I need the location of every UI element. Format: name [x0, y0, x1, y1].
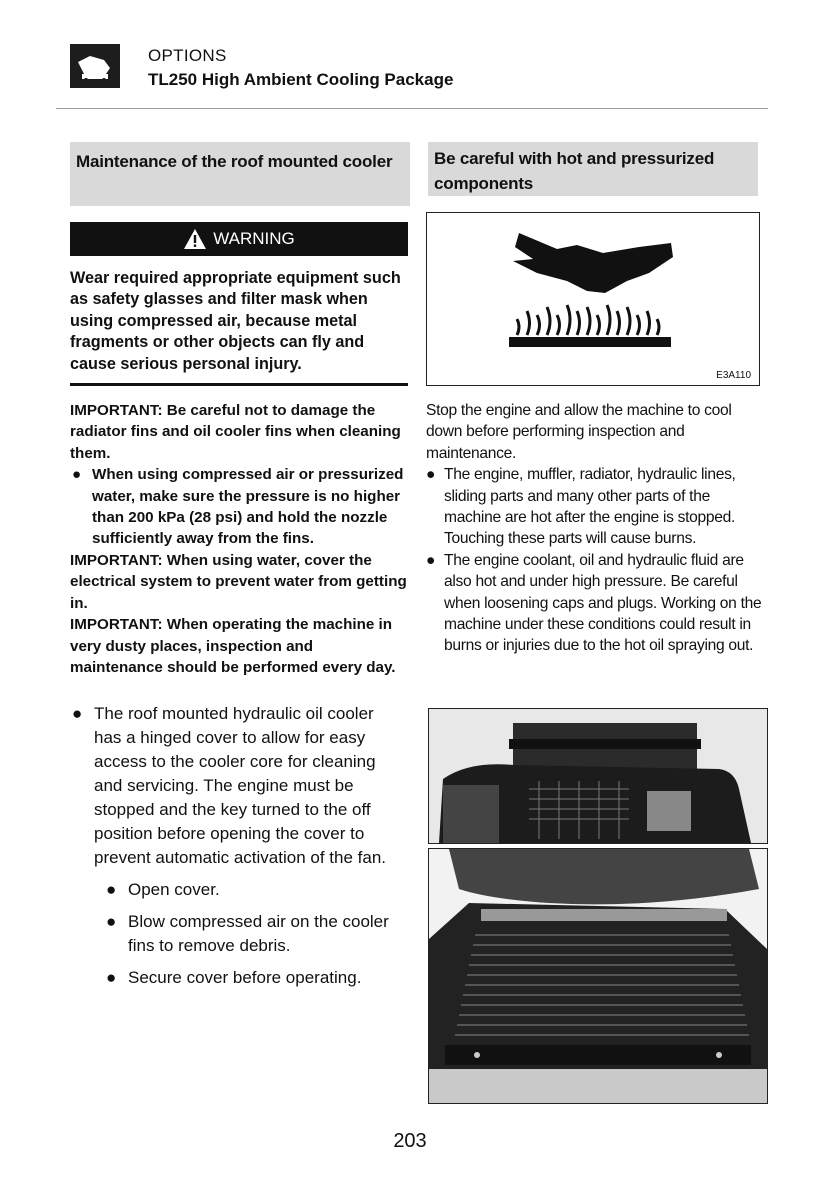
list-item — [426, 464, 762, 550]
cooldown-intro: Stop the engine and allow the machine to cool down before performing inspection and maintenance. — [426, 402, 732, 462]
important-bullet-text: When using compressed air or pressurized water, make sure the pressure is no higher than 200 kPa (28 psi) and hold the nozzle sufficiently away from the fins. — [92, 466, 404, 548]
important-notes — [70, 400, 408, 678]
hot-components-title: Be careful with hot and pressurized components — [428, 142, 758, 196]
cooler-photo-closed — [428, 708, 768, 844]
bullet-dot-icon: ● — [106, 912, 117, 932]
step-blow-air: Blow compressed air on the cooler fins to remove debris. — [128, 912, 389, 956]
bullet-dot-icon: ● — [72, 466, 82, 484]
bullet-dot-icon: ● — [426, 466, 436, 484]
hot-components-text — [426, 400, 762, 657]
cooler-instructions — [70, 702, 400, 990]
section-label: OPTIONS — [148, 46, 227, 65]
roof-cooler-title: Maintenance of the roof mounted cooler — [70, 142, 410, 206]
page-number: 203 — [393, 1130, 427, 1152]
step-secure-cover: Secure cover before operating. — [128, 968, 362, 988]
warning-label: WARNING — [213, 229, 295, 248]
important-bullet — [70, 464, 408, 550]
warning-banner — [70, 222, 408, 256]
left-column — [70, 142, 410, 990]
pressure-warning: The engine coolant, oil and hydraulic fluid are also hot and under high pressure. Be careful when loosening caps and plugs. Working on the machine under these conditions could result in burns or injuries due to the hot oil spraying out. — [444, 551, 762, 655]
warning-divider — [70, 383, 408, 386]
list-item — [70, 878, 400, 902]
list-item — [426, 550, 762, 657]
list-item — [70, 910, 400, 958]
header-divider — [56, 108, 768, 109]
machine-section-icon — [70, 44, 120, 88]
step-open-cover: Open cover. — [128, 880, 220, 900]
page-title: TL250 High Ambient Cooling Package — [148, 70, 454, 89]
bullet-dot-icon: ● — [426, 551, 436, 569]
bullet-dot-icon: ● — [72, 704, 83, 724]
figure-code: E3A110 — [716, 370, 751, 381]
important-note-dusty: IMPORTANT: When operating the machine in very dusty places, inspection and maintenance should be performed every day. — [70, 616, 396, 676]
warning-triangle-icon — [183, 228, 207, 250]
bullet-dot-icon: ● — [106, 880, 117, 900]
right-column — [426, 142, 766, 657]
important-note-fins: IMPORTANT: Be careful not to damage the radiator fins and oil cooler fins when cleaning them. — [70, 402, 401, 462]
bullet-dot-icon: ● — [106, 968, 117, 988]
list-item — [70, 966, 400, 990]
list-item — [70, 702, 400, 870]
hot-parts-warning: The engine, muffler, radiator, hydraulic lines, sliding parts and many other parts of the machine are hot after the engine is stopped. Touching these parts will cause burns. — [444, 466, 736, 548]
cooler-photo-open — [428, 848, 768, 1104]
important-note-water: IMPORTANT: When using water, cover the electrical system to prevent water from getting in. — [70, 551, 407, 612]
hand-heat-icon — [427, 213, 759, 385]
hot-surface-figure — [426, 212, 760, 386]
cooler-description: The roof mounted hydraulic oil cooler has a hinged cover to allow for easy access to the cooler core for cleaning and servicing. The engine must be stopped and the key turned to the off position before opening the cover to prevent automatic activation of the fan. — [94, 704, 387, 868]
warning-text: Wear required appropriate equipment such as safety glasses and filter mask when using compressed air, because metal fragments or other objects can fly and cause serious personal injury. — [70, 269, 401, 373]
